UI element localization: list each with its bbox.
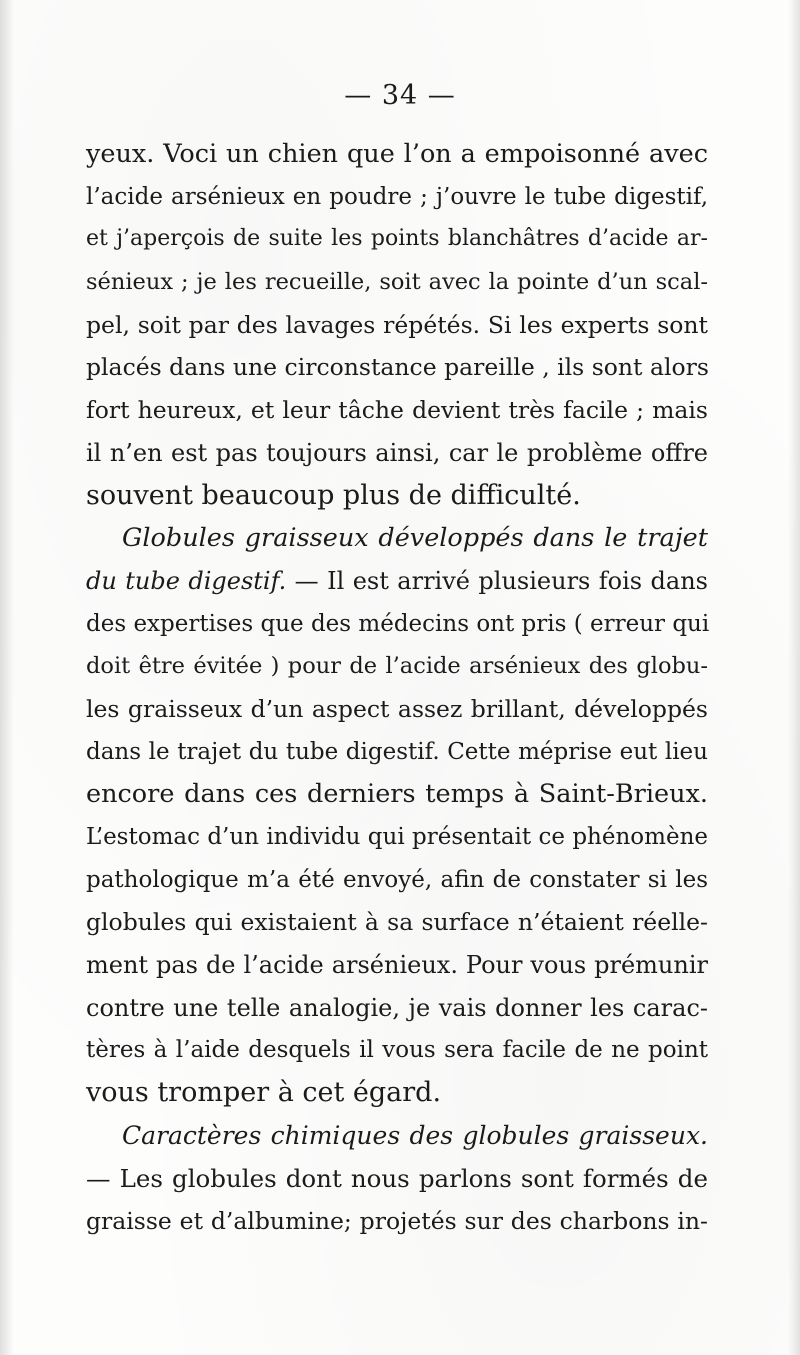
page-shadow-left: [0, 0, 14, 1355]
text-line: des expertises que des médecins ont pris ( erreur qui: [86, 610, 710, 637]
text-line: les graisseux d’un aspect assez brillant, développés: [86, 694, 708, 723]
text-line: souvent beaucoup plus de difficulté.: [86, 479, 581, 511]
page-number: — 34 —: [344, 80, 456, 111]
text-line: graisse et d’albumine; projetés sur des charbons in-: [86, 1207, 708, 1236]
text-line: vous tromper à cet égard.: [86, 1077, 442, 1109]
text-line: yeux. Voci un chien que l’on a empoisonné avec: [86, 139, 708, 169]
text-segment: — Il est arrivé plusieurs fois dans: [286, 566, 708, 595]
text-line: l’acide arsénieux en poudre ; j’ouvre le tube digestif,: [86, 183, 708, 210]
text-line: il n’en est pas toujours ainsi, car le problème offre: [86, 438, 708, 467]
text-line: [86, 560, 708, 603]
text-line: dans le trajet du tube digestif. Cette méprise eut lieu: [86, 738, 708, 765]
text-line: pathologique m’a été envoyé, afin de constater si les: [86, 866, 708, 893]
section-heading-globules: Globules graisseux développés dans le trajet: [122, 523, 708, 554]
page-shadow-right: [788, 0, 800, 1355]
text-line: contre une telle analogie, je vais donner les carac-: [86, 993, 708, 1022]
body-text: [86, 133, 708, 1243]
section-heading-continuation: du tube digestif.: [86, 566, 287, 595]
text-line: placés dans une circonstance pareille , ils sont alors: [86, 353, 709, 382]
text-line: globules qui existaient à sa surface n’étaient réelle-: [86, 908, 708, 937]
text-line: L’estomac d’un individu qui présentait ce phénomène: [86, 824, 708, 850]
text-line: fort heureux, et leur tâche devient très facile ; mais: [86, 396, 708, 425]
text-line: — Les globules dont nous parlons sont formés de: [86, 1163, 708, 1193]
text-line: encore dans ces derniers temps à Saint-Brieux.: [86, 779, 708, 810]
section-heading-caracteres: Caractères chimiques des globules graisseux.: [122, 1120, 708, 1150]
text-line: tères à l’aide desquels il vous sera facile de ne point: [86, 1037, 708, 1064]
text-line: ment pas de l’acide arsénieux. Pour vous prémunir: [86, 951, 708, 980]
text-line: pel, soit par des lavages répétés. Si les experts sont: [86, 310, 708, 339]
text-line: doit être évitée ) pour de l’acide arsénieux des globu-: [86, 653, 708, 680]
text-line: et j’aperçois de suite les points blanchâtres d’acide ar-: [86, 226, 708, 252]
text-line: sénieux ; je les recueille, soit avec la pointe d’un scal-: [86, 269, 708, 296]
